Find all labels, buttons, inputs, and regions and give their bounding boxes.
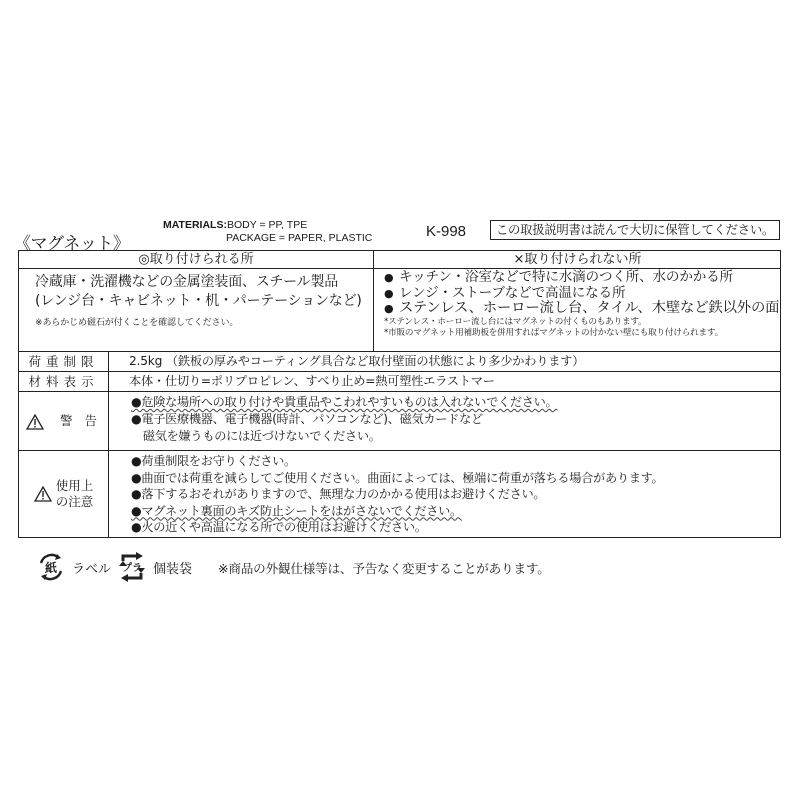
warning-label: 警 告 [60, 413, 101, 428]
bullet-icon: ● [384, 302, 394, 315]
keep-manual-notice: この取扱説明書は読んで大切に保管してください。 [490, 220, 780, 240]
caution-item: ●落下するおそれがありますので、無理な力のかかる使用はお避けください。 [131, 487, 546, 501]
warning-list [131, 394, 557, 445]
spec-change-notice: ※商品の外観仕様等は、予告なく変更することがあります。 [218, 560, 550, 576]
paper-label: ラベル [72, 561, 112, 577]
ng-locations-section [384, 270, 779, 340]
warning-triangle-icon [26, 414, 44, 430]
warning-item: ●電子医療機器、電子機器(時計、パソコンなど)、磁気カードなど [131, 412, 483, 426]
plastic-label: 個装袋 [153, 561, 193, 577]
warning-triangle-icon [34, 486, 52, 502]
ng-item: ● ステンレス、ホーロー流し台、タイル、木壁など鉄以外の面 [384, 300, 780, 316]
materials-package: PACKAGE = PAPER, PLASTIC [226, 232, 373, 244]
load-limit-value: 2.5kg （鉄板の厚みやコーティング具合など取付壁面の状態により多少かわります） [129, 354, 585, 368]
materials-info [163, 219, 372, 245]
recycling-footer [36, 552, 550, 582]
ng-locations-heading: ×取り付けられない所 [513, 252, 642, 267]
ok-note: ※あらかじめ磁石が付くことを確認してください。 [35, 318, 239, 328]
svg-text:プラ: プラ [122, 563, 143, 574]
caution-item: ●曲面では荷重を減らしてご使用ください。曲面によっては、極端に荷重が落ちる場合があります。 [131, 470, 664, 485]
divider [19, 391, 780, 392]
divider [19, 450, 780, 451]
instruction-table [18, 250, 781, 538]
ng-note: *ステンレス・ホーロー流し台にはマグネットの付くものもあります。 [384, 316, 647, 327]
warning-item: ●危険な場所への取り付けや貴重品やこわれやすいものは入れないでください。 [131, 395, 558, 409]
materials-body: BODY = PP, TPE [226, 219, 308, 231]
divider [108, 351, 109, 537]
materials-value: 本体・仕切り=ポリプロピレン、すべり止め=熱可塑性エラストマー [129, 374, 495, 388]
model-number: K-998 [426, 223, 467, 240]
ng-note: *市販のマグネット用補助板を併用すればマグネットの付かない壁にも取り付けられます。 [384, 328, 723, 338]
ng-item: ● キッチン・浴室などで特に水滴のつく所、水のかかる所 [384, 269, 733, 285]
divider [373, 251, 374, 352]
caution-item: ●荷重制限をお守りください。 [131, 454, 296, 468]
ok-locations-section [35, 273, 362, 333]
caution-list [131, 453, 663, 536]
svg-text:紙: 紙 [44, 561, 58, 575]
ng-item: ● レンジ・ストーブなどで高温になる所 [384, 284, 626, 301]
warning-label-cell [19, 392, 108, 450]
product-title: 《マグネット》 [14, 234, 130, 254]
plastic-recycle-icon [117, 552, 147, 582]
materials-label: MATERIALS: [163, 219, 227, 231]
paper-recycle-icon [36, 552, 66, 582]
warning-item: 磁気を嫌うものには近づけないでください。 [131, 429, 381, 443]
ok-locations-heading: ◎取り付けられる所 [138, 252, 254, 267]
caution-label-cell [19, 451, 108, 537]
load-limit-label: 荷重制限 [28, 354, 99, 369]
bullet-icon: ● [384, 271, 394, 284]
caution-item: ●火の近くや高温になる所での使用はお避けください。 [131, 520, 427, 534]
ok-line: (レンジ台・キャビネット・机・パーテーションなど) [35, 293, 362, 309]
bullet-icon: ● [384, 286, 394, 300]
caution-item: ●マグネット裏面のキズ防止シートをはがさないでください。 [131, 503, 462, 518]
caution-label: 使用上 の注意 [55, 478, 94, 509]
materials-label: 材料表示 [28, 374, 99, 389]
ok-line: 冷蔵庫・洗濯機などの金属塗装面、スチール製品 [35, 274, 339, 290]
